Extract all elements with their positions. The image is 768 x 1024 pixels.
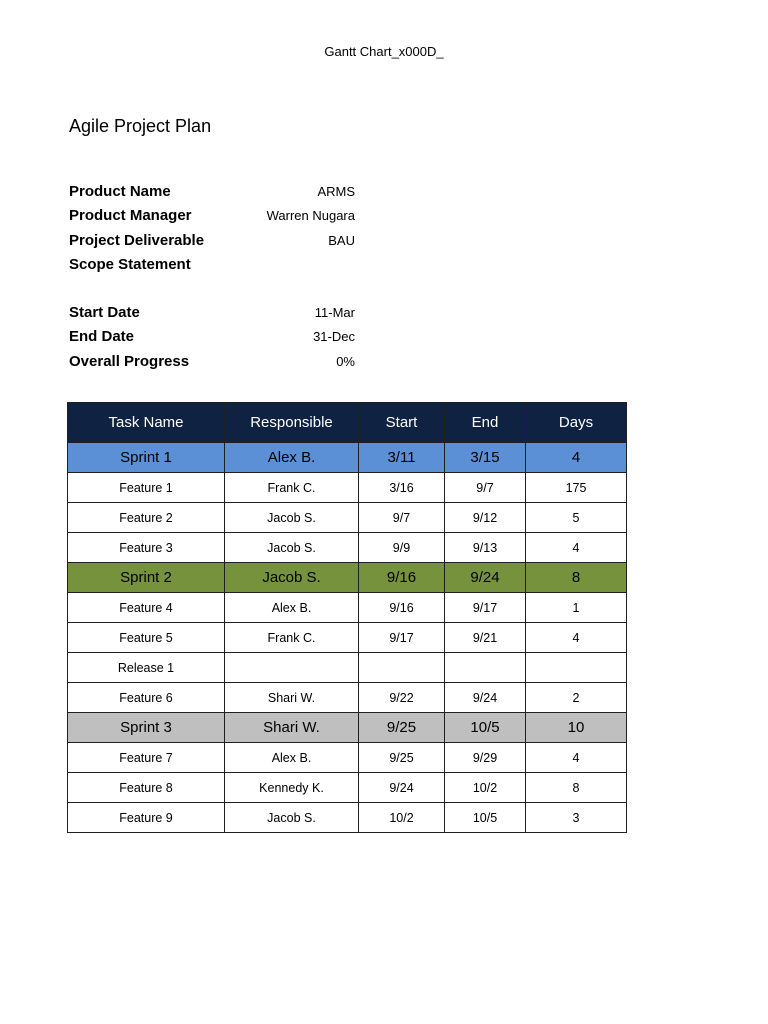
info-row-scope-statement [69, 256, 357, 280]
cell-task-name: Feature 5 [68, 623, 225, 653]
column-header-days: Days [526, 403, 627, 443]
table-row [68, 533, 627, 563]
info-value: ARMS [317, 184, 355, 199]
info-value: 0% [336, 353, 355, 369]
cell-days: 175 [526, 473, 627, 503]
info-value: Warren Nugara [266, 208, 355, 224]
cell-responsible [225, 653, 359, 683]
cell-days: 8 [526, 773, 627, 803]
cell-responsible: Frank C. [225, 623, 359, 653]
info-label: Scope Statement [69, 255, 191, 273]
cell-responsible: Alex B. [225, 443, 359, 473]
cell-responsible: Frank C. [225, 473, 359, 503]
cell-end: 3/15 [445, 443, 526, 473]
cell-start: 9/16 [359, 563, 445, 593]
info-row-end-date [69, 328, 357, 352]
cell-days: 4 [526, 443, 627, 473]
column-header-start: Start [359, 403, 445, 443]
cell-responsible: Shari W. [225, 713, 359, 743]
cell-task-name: Feature 3 [68, 533, 225, 563]
cell-responsible: Shari W. [225, 683, 359, 713]
cell-start: 9/17 [359, 623, 445, 653]
info-value: 11-Mar [314, 305, 355, 320]
cell-end: 10/5 [445, 713, 526, 743]
info-label: Start Date [69, 304, 140, 321]
info-row-start-date [69, 304, 357, 328]
cell-days: 2 [526, 683, 627, 713]
project-info [69, 183, 357, 280]
cell-task-name: Feature 4 [68, 593, 225, 623]
table-row [68, 773, 627, 803]
cell-days: 4 [526, 533, 627, 563]
info-row-product-name [69, 183, 357, 207]
table-row [68, 473, 627, 503]
page-header: Gantt Chart_x000D_ [324, 44, 444, 59]
cell-start [359, 653, 445, 683]
info-label: End Date [69, 328, 135, 346]
cell-days: 5 [526, 503, 627, 533]
cell-task-name: Feature 6 [68, 683, 225, 713]
project-dates [69, 304, 357, 377]
sprint-row [68, 443, 627, 473]
cell-end: 9/17 [445, 593, 526, 623]
cell-start: 9/7 [359, 503, 445, 533]
info-label: Product Manager [69, 207, 192, 225]
page-title: Agile Project Plan [69, 116, 212, 136]
cell-days: 4 [526, 623, 627, 653]
cell-start: 9/22 [359, 683, 445, 713]
cell-responsible: Alex B. [225, 743, 359, 773]
cell-end: 9/13 [445, 533, 526, 563]
cell-days: 8 [526, 563, 627, 593]
column-header-end: End [445, 403, 526, 443]
cell-end: 9/24 [445, 683, 526, 713]
column-header-responsible: Responsible [225, 403, 359, 443]
cell-task-name: Feature 7 [68, 743, 225, 773]
cell-responsible: Jacob S. [225, 563, 359, 593]
cell-task-name: Feature 1 [68, 473, 225, 503]
cell-days [526, 653, 627, 683]
cell-responsible: Alex B. [225, 593, 359, 623]
column-header-task-name: Task Name [68, 403, 225, 443]
cell-days: 3 [526, 803, 627, 833]
table-row [68, 803, 627, 833]
cell-responsible: Jacob S. [225, 533, 359, 563]
cell-end: 10/5 [445, 803, 526, 833]
info-label: Project Deliverable [69, 231, 205, 249]
task-table [67, 402, 627, 833]
cell-end: 9/24 [445, 563, 526, 593]
table-row [68, 623, 627, 653]
cell-start: 9/24 [359, 773, 445, 803]
info-value: 31-Dec [313, 329, 355, 345]
cell-start: 3/11 [359, 443, 445, 473]
sprint-row [68, 713, 627, 743]
cell-responsible: Kennedy K. [225, 773, 359, 803]
table-header-row [68, 403, 627, 443]
cell-task-name: Sprint 1 [68, 443, 225, 473]
table-row [68, 743, 627, 773]
cell-task-name: Sprint 3 [68, 713, 225, 743]
cell-end: 9/12 [445, 503, 526, 533]
cell-start: 9/25 [359, 713, 445, 743]
cell-task-name: Feature 9 [68, 803, 225, 833]
cell-days: 4 [526, 743, 627, 773]
cell-task-name: Release 1 [68, 653, 225, 683]
sprint-row [68, 563, 627, 593]
cell-days: 1 [526, 593, 627, 623]
info-value: BAU [328, 232, 355, 248]
cell-end [445, 653, 526, 683]
cell-task-name: Feature 8 [68, 773, 225, 803]
info-label: Overall Progress [69, 352, 190, 370]
cell-start: 10/2 [359, 803, 445, 833]
cell-end: 9/7 [445, 473, 526, 503]
cell-responsible: Jacob S. [225, 503, 359, 533]
info-label: Product Name [69, 183, 171, 200]
cell-start: 3/16 [359, 473, 445, 503]
table-body [68, 443, 627, 833]
cell-start: 9/25 [359, 743, 445, 773]
cell-days: 10 [526, 713, 627, 743]
table-row [68, 503, 627, 533]
table-row [68, 593, 627, 623]
table-row [68, 683, 627, 713]
cell-start: 9/9 [359, 533, 445, 563]
cell-end: 10/2 [445, 773, 526, 803]
info-row-product-manager [69, 207, 357, 231]
table-row [68, 653, 627, 683]
cell-start: 9/16 [359, 593, 445, 623]
cell-end: 9/29 [445, 743, 526, 773]
cell-task-name: Feature 2 [68, 503, 225, 533]
cell-task-name: Sprint 2 [68, 563, 225, 593]
info-row-overall-progress [69, 353, 357, 377]
info-row-project-deliverable [69, 232, 357, 256]
cell-responsible: Jacob S. [225, 803, 359, 833]
cell-end: 9/21 [445, 623, 526, 653]
